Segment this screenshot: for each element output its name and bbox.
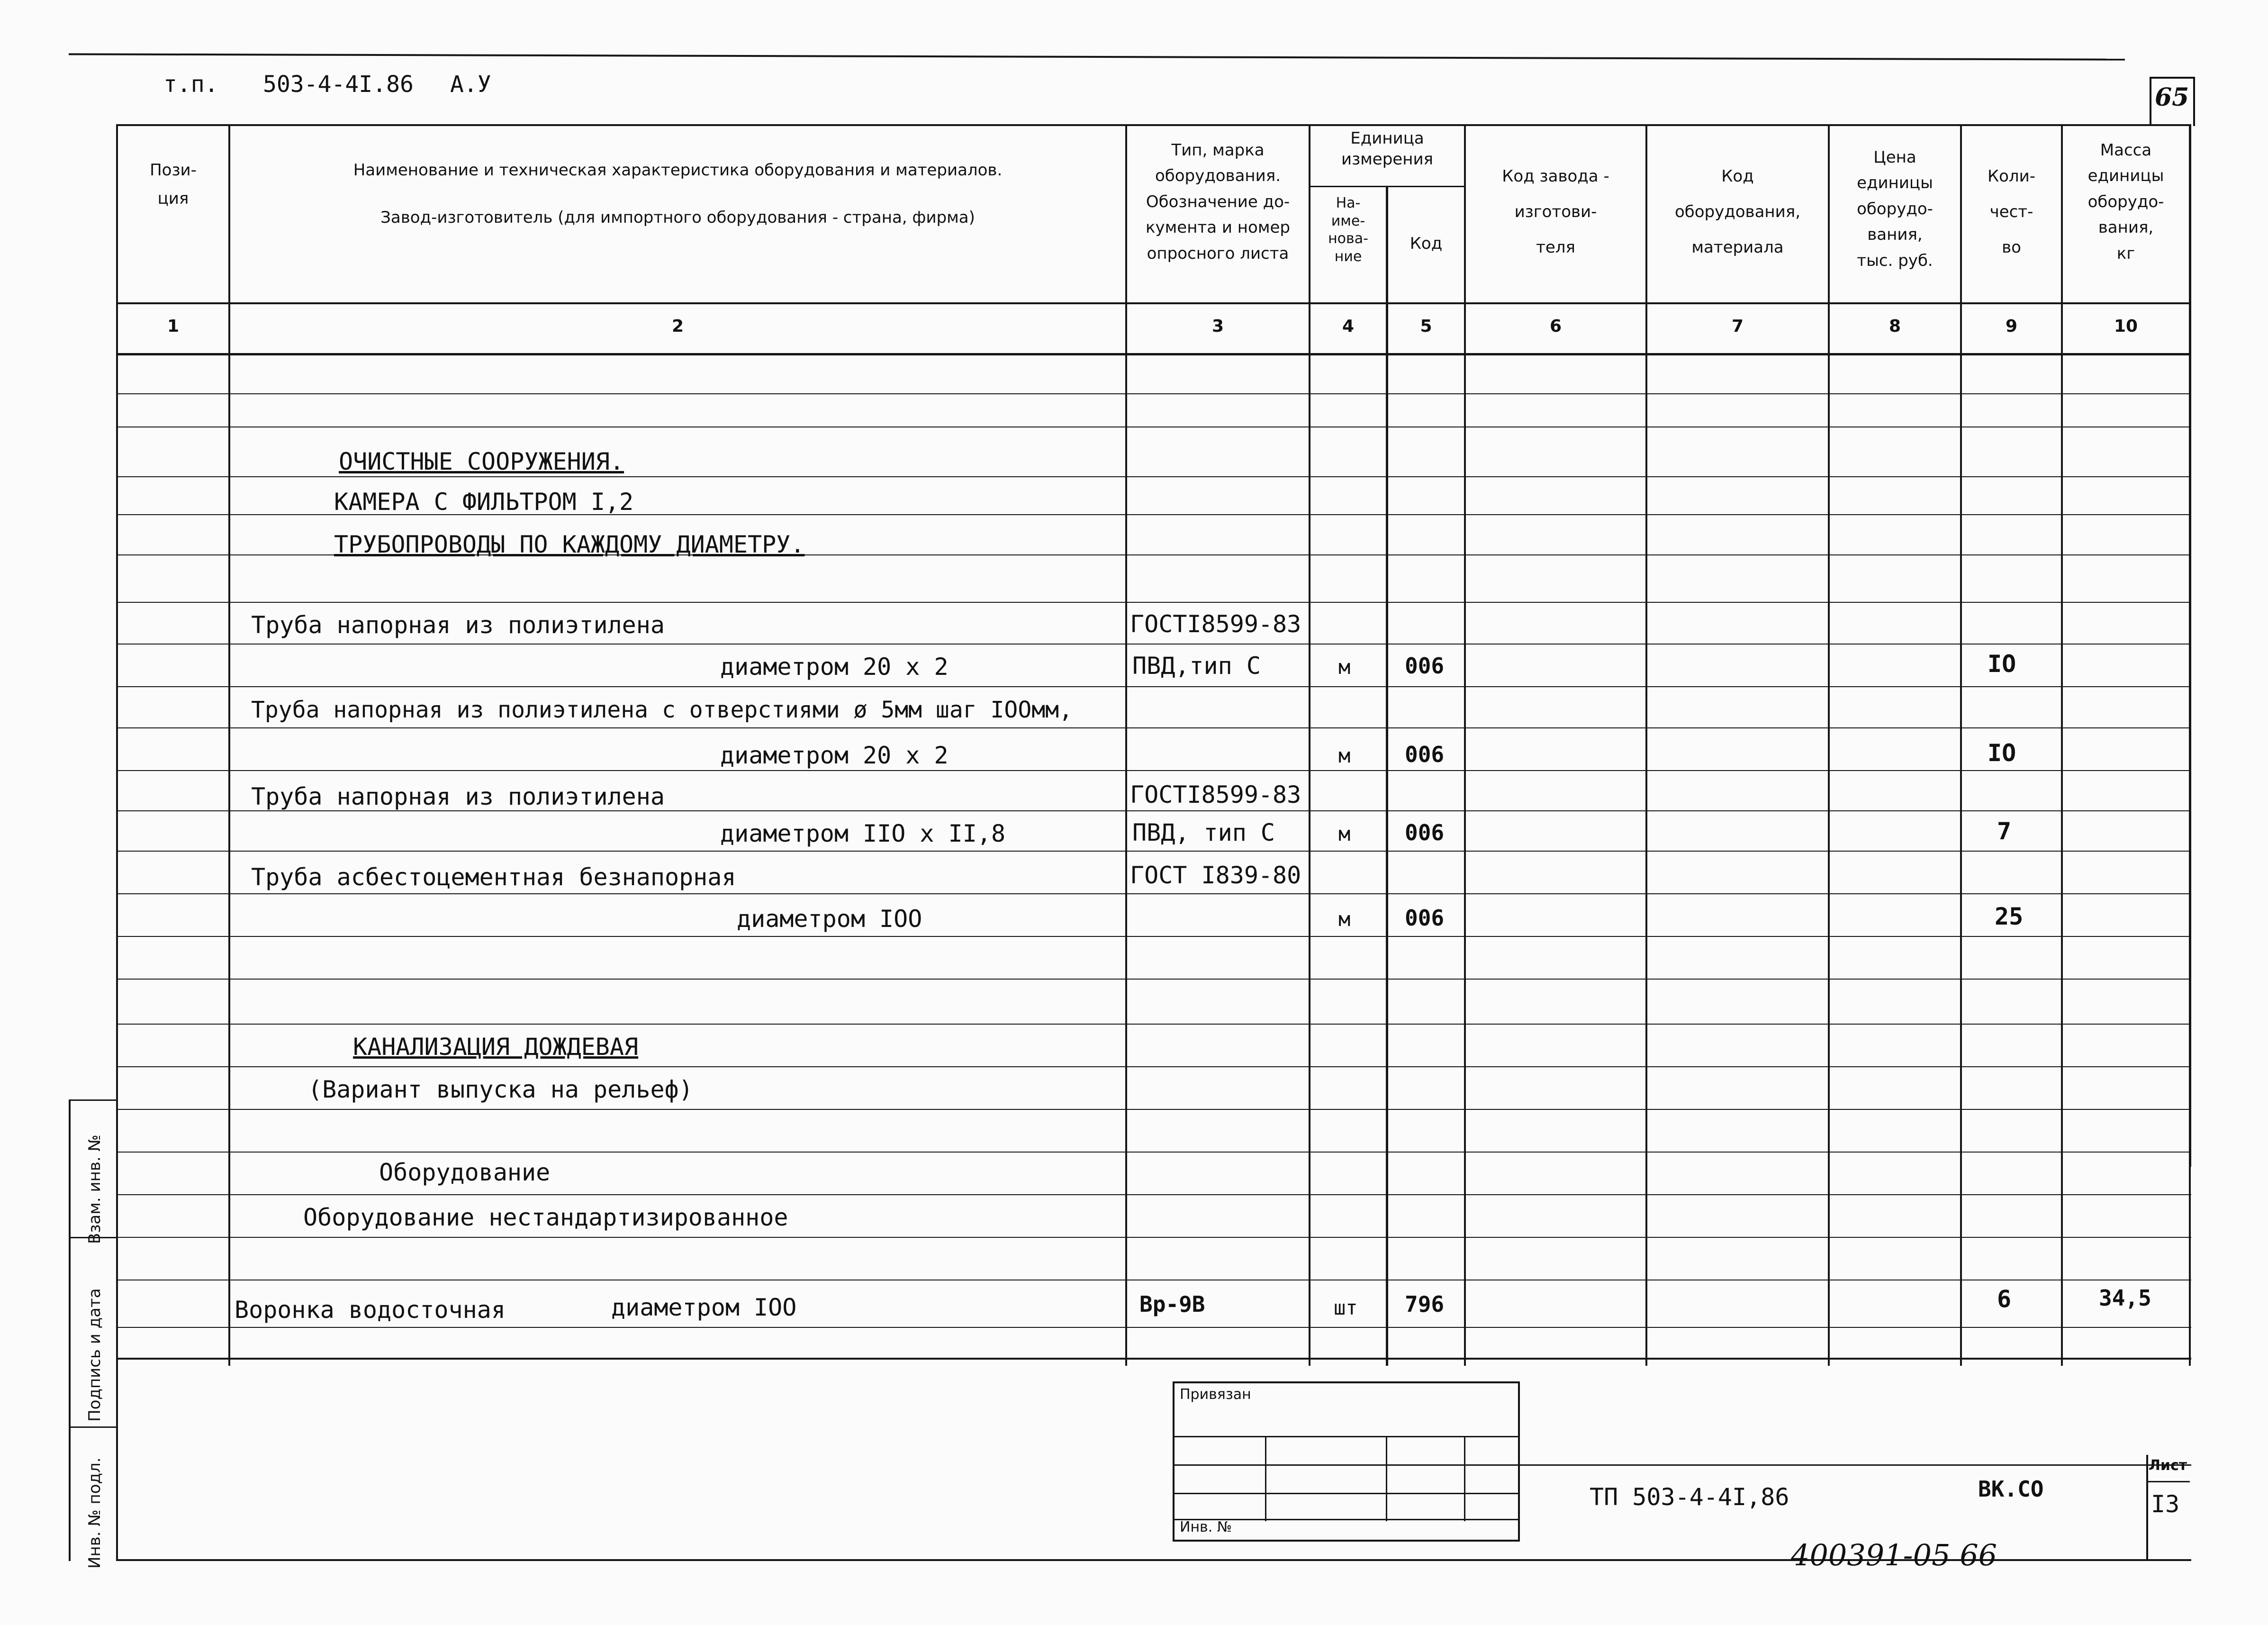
header-price: Цена единицы оборудо- вания, тыс. руб. (1857, 148, 1933, 270)
side-strip-edge (69, 1099, 71, 1561)
document-mark: ВК.СО (1978, 1476, 2044, 1502)
binding-label: Привязан (1180, 1386, 1251, 1403)
col-line-5 (1464, 124, 1466, 1366)
inventory-number-label: Инв. № (1180, 1519, 1232, 1535)
header-position: Пози- ция (150, 161, 197, 208)
table-row-code: 006 (1405, 653, 1445, 679)
section-sewer-title: КАНАЛИЗАЦИЯ ДОЖДЕВАЯ (353, 1033, 639, 1061)
row-separator (116, 1327, 2191, 1328)
table-row-type: ГОСТI8599-83 (1130, 781, 1301, 808)
binding-vline-1 (1265, 1436, 1266, 1521)
table-row-type: ПВД,тип С (1132, 652, 1261, 680)
table-row-qty: 25 (1995, 903, 2024, 930)
col-line-4 (1386, 186, 1388, 1366)
subsection-title: КАМЕРА С ФИЛЬТРОМ I,2 (334, 488, 634, 516)
table-top-line (116, 124, 2191, 126)
section-sewer-variant: (Вариант выпуска на рельеф) (308, 1076, 693, 1103)
row-separator (116, 979, 2191, 980)
header-name-line1: Наименование и техническая характеристика оборудования и материалов. (353, 161, 1003, 180)
table-row-name: Труба напорная из полиэтилена (251, 611, 665, 639)
row-separator (116, 1194, 2191, 1195)
header-unit-code: Код (1410, 234, 1443, 253)
corner-page-number: 65 (2155, 83, 2189, 112)
table-row-code: 796 (1405, 1291, 1445, 1317)
header-unit-name: На- име- нова- ние (1328, 195, 1368, 265)
col-line-7 (1828, 124, 1830, 1366)
table-row-name: диаметром IОО (737, 905, 922, 933)
binding-line-3 (1173, 1493, 1518, 1494)
col-line-3 (1309, 124, 1310, 1366)
binding-line-1 (1173, 1436, 1518, 1437)
col-line-9 (2061, 124, 2063, 1366)
row-separator (116, 393, 2191, 394)
top-doc-suffix: А.У (450, 71, 491, 98)
row-separator (116, 686, 2191, 687)
table-row-name: диаметром 20 х 2 (720, 742, 949, 769)
row-separator (116, 1152, 2191, 1153)
row-separator (116, 936, 2191, 937)
row-separator (116, 1237, 2191, 1238)
side-label-signature: Подпись и дата (85, 1288, 104, 1422)
table-row-code: 006 (1405, 905, 1445, 931)
col-number-6: 6 (1549, 317, 1562, 336)
table-row-qty: 7 (1997, 817, 2012, 845)
row-separator (116, 1066, 2191, 1067)
row-separator (116, 476, 2191, 477)
col-number-1: 1 (167, 317, 180, 336)
table-row-mass: 34,5 (2099, 1285, 2151, 1311)
table-row-unit: м (1338, 655, 1351, 679)
sheet-label: Лист (2149, 1457, 2187, 1474)
table-row-name: Труба напорная из полиэтилена (251, 783, 665, 810)
row-separator (116, 1024, 2191, 1025)
sheet-number-sep (2146, 1481, 2190, 1482)
column-number-line (116, 353, 2191, 355)
table-row-unit: шт (1334, 1296, 1358, 1319)
table-row-name: диаметром 20 х 2 (720, 653, 949, 681)
table-row-unit: м (1338, 908, 1351, 931)
table-row-name: Труба напорная из полиэтилена с отверстиями ø 5мм шаг IООмм, (251, 697, 1073, 723)
col-number-9: 9 (2005, 317, 2018, 336)
side-label-inventory: Инв. № подл. (85, 1457, 104, 1569)
col-line-6 (1645, 124, 1647, 1366)
table-row-name: диаметром IОО (611, 1294, 797, 1321)
table-row-name-left: Воронка водосточная (235, 1296, 506, 1324)
binding-box (1173, 1381, 1520, 1542)
header-bottom-line (116, 302, 2191, 304)
col-number-2: 2 (671, 317, 684, 336)
col-number-7: 7 (1731, 317, 1744, 336)
table-row-type: ПВД, тип С (1132, 819, 1275, 846)
sheet-number: I3 (2151, 1490, 2180, 1518)
side-label-replace: Взам. инв. № (85, 1135, 104, 1244)
table-row-type: Вр-9В (1139, 1291, 1205, 1317)
table-row-type: ГОСТ I839-80 (1130, 862, 1301, 889)
header-type-mark: Тип, марка оборудования. Обозначение до- кумента и номер опросного листа (1146, 141, 1290, 263)
row-separator (116, 810, 2191, 811)
header-unit-group: Единица измерения (1341, 129, 1434, 169)
binding-vline-3 (1464, 1436, 1465, 1521)
top-doc-code: 503-4-4I.86 (263, 71, 414, 98)
table-row-qty: IО (1988, 739, 2016, 767)
row-separator (116, 727, 2191, 728)
row-separator (116, 893, 2191, 894)
header-mass: Масса единицы оборудо- вания, кг (2087, 141, 2164, 263)
binding-vline-2 (1386, 1436, 1387, 1521)
table-row-name: Труба асбестоцементная безнапорная (251, 863, 736, 891)
document-code: ТП 503-4-4I,86 (1590, 1483, 1789, 1511)
frame-left-edge (116, 124, 118, 1561)
table-row-name: диаметром IIО х II,8 (720, 820, 1006, 847)
col-number-3: 3 (1211, 317, 1224, 336)
col-number-5: 5 (1420, 317, 1432, 336)
col-number-8: 8 (1888, 317, 1901, 336)
title-block-top (1518, 1464, 2191, 1466)
table-row-code: 006 (1405, 820, 1445, 845)
row-separator (116, 602, 2191, 603)
header-factory-code: Код завода - изготови- теля (1502, 167, 1609, 257)
col-number-10: 10 (2114, 317, 2138, 336)
subsection-pipelines: ТРУБОПРОВОДЫ ПО КАЖДОМУ ДИАМЕТРУ. (334, 531, 805, 558)
row-separator (116, 851, 2191, 852)
col-line-2 (1125, 124, 1127, 1366)
equipment-heading: Оборудование (379, 1159, 551, 1186)
row-separator (116, 770, 2191, 771)
table-row-qty: 6 (1997, 1285, 2012, 1313)
col-number-4: 4 (1342, 317, 1355, 336)
section-title: ОЧИСТНЫЕ СООРУЖЕНИЯ. (339, 448, 624, 475)
table-row-code: 006 (1405, 742, 1445, 767)
col-line-8 (1960, 124, 1962, 1366)
header-equipment-code: Код оборудования, материала (1674, 167, 1801, 257)
top-label: т.п. (163, 71, 218, 98)
row-separator (116, 1358, 2191, 1360)
col-line-10 (2189, 124, 2191, 1366)
row-separator (116, 1109, 2191, 1110)
table-row-unit: м (1338, 744, 1351, 767)
col-line-1 (228, 124, 230, 1366)
header-name-line2: Завод-изготовитель (для импортного оборудования - страна, фирма) (380, 208, 975, 227)
top-border-line (69, 53, 2125, 60)
binding-line-2 (1173, 1464, 1518, 1466)
row-separator (116, 644, 2191, 645)
header-quantity: Коли- чест- во (1987, 167, 2036, 257)
handwritten-archive-number: 400391-05 66 (1791, 1538, 1997, 1572)
table-row-unit: м (1338, 822, 1351, 845)
table-row-type: ГОСТI8599-83 (1130, 610, 1301, 638)
nonstandard-equipment-heading: Оборудование нестандартизированное (303, 1204, 788, 1231)
table-row-qty: IО (1988, 650, 2016, 678)
